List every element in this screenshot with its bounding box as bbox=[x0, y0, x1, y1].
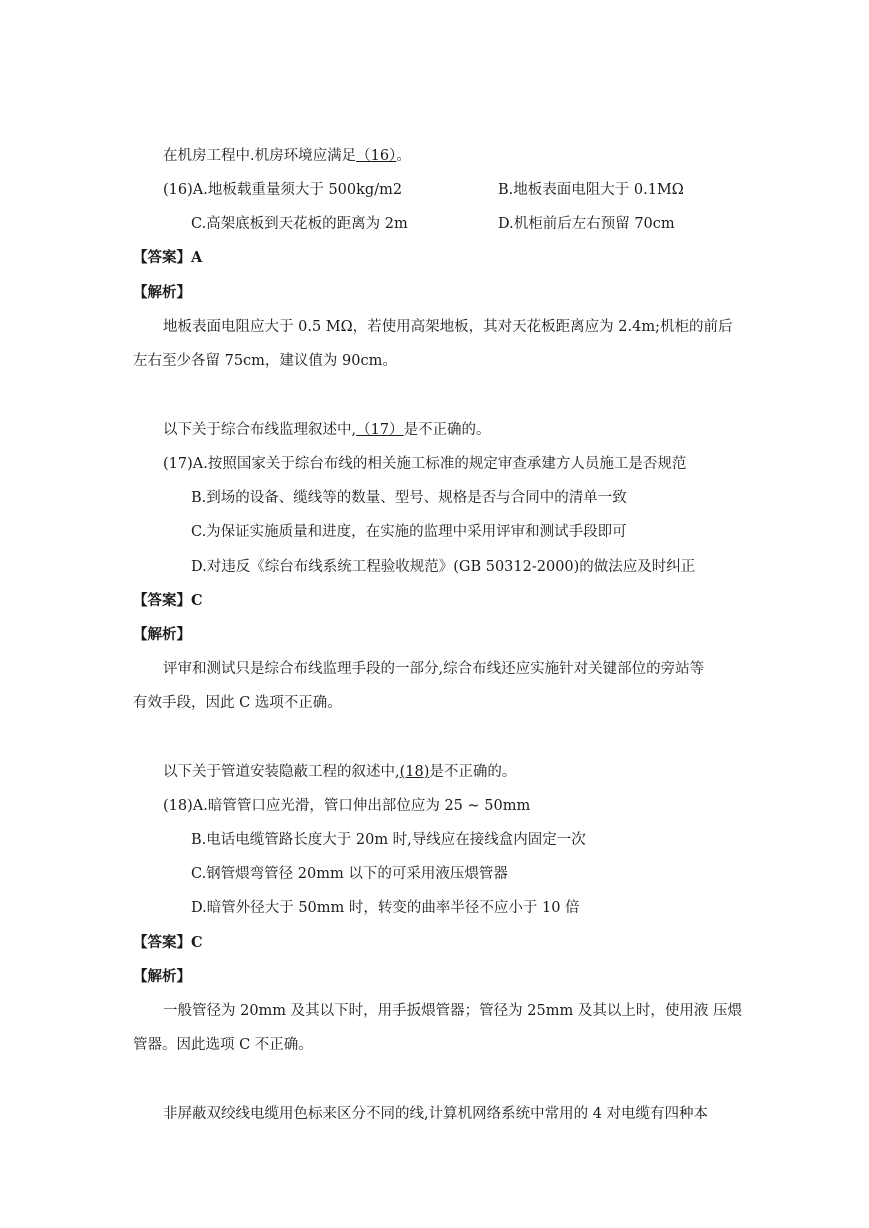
q17-analysis-label: 【解析】 bbox=[133, 626, 191, 643]
q16-option-b: B.地板表面电阻大于 0.1MΩ bbox=[498, 182, 684, 198]
q18-blank: (18) bbox=[399, 764, 430, 780]
q17-stem-suffix: 是不正确的。 bbox=[403, 422, 491, 438]
q16-option-c: C.高架底板到天花板的距离为 2m bbox=[191, 216, 408, 232]
q17-blank: （17） bbox=[356, 422, 404, 438]
q16-analysis-label: 【解析】 bbox=[133, 284, 191, 301]
q19-stem-line1: 非屏蔽双绞线电缆用色标来区分不同的线,计算机网络系统中常用的 4 对电缆有四种本 bbox=[163, 1106, 709, 1122]
q16-option-a: (16)A.地板载重量须大于 500kg/m2 bbox=[163, 182, 403, 198]
q18-option-d: D.暗管外径大于 50mm 时，转变的曲率半径不应小于 10 倍 bbox=[191, 900, 580, 916]
q16-stem-prefix: 在机房工程中.机房环境应满足 bbox=[163, 148, 357, 164]
q17-option-d: D.对违反《综台布线系统工程验收规范》(GB 50312-2000)的做法应及时纠正 bbox=[191, 559, 696, 575]
q18-stem-suffix: 是不正确的。 bbox=[429, 764, 517, 780]
q17-option-c: C.为保证实施质量和进度，在实施的监理中采用评审和测试手段即可 bbox=[191, 524, 627, 540]
q18-option-b: B.电话电缆管路长度大于 20m 时,导线应在接线盒内固定一次 bbox=[191, 832, 586, 848]
q16-analysis-line1: 地板表面电阻应大于 0.5 MΩ，若使用高架地板，其对天花板距离应为 2.4m;机柜的前后 bbox=[163, 319, 733, 335]
q16-option-d: D.机柜前后左右预留 70cm bbox=[498, 216, 675, 232]
q17-answer: 【答案】C bbox=[133, 592, 203, 609]
q18-option-a: (18)A.暗管管口应光滑，管口伸出部位应为 25 ~ 50mm bbox=[163, 798, 531, 814]
q17-stem-prefix: 以下关于综合布线监理叙述中, bbox=[163, 422, 357, 438]
q18-analysis-label: 【解析】 bbox=[133, 968, 191, 985]
q16-answer: 【答案】A bbox=[133, 249, 203, 266]
q17-analysis-line1: 评审和测试只是综合布线监理手段的一部分,综合布线还应实施针对关键部位的旁站等 bbox=[163, 661, 705, 677]
q16-stem-suffix: 。 bbox=[396, 148, 411, 164]
q16-analysis-line2: 左右至少各留 75cm，建议值为 90cm。 bbox=[133, 353, 397, 369]
q17-stem bbox=[163, 420, 491, 440]
q18-analysis-line2: 管器。因此选项 C 不正确。 bbox=[133, 1037, 313, 1053]
q17-analysis-line2: 有效手段，因此 C 选项不正确。 bbox=[133, 695, 342, 711]
q17-option-b: B.到场的设备、缆线等的数量、型号、规格是否与合同中的清单一致 bbox=[191, 490, 627, 506]
q18-stem bbox=[163, 762, 516, 782]
q16-blank: （16） bbox=[356, 148, 397, 164]
q18-answer: 【答案】C bbox=[133, 934, 203, 951]
q18-option-c: C.钢管煨弯管径 20mm 以下的可采用液压煨管器 bbox=[191, 866, 508, 882]
q18-analysis-line1: 一般管径为 20mm 及其以下时，用手扳煨管器；管径为 25mm 及其以上时，使用液 压煨 bbox=[163, 1003, 742, 1019]
q17-option-a: (17)A.按照国家关于综台布线的相关施工标准的规定审查承建方人员施工是否规范 bbox=[163, 456, 687, 472]
q18-stem-prefix: 以下关于管道安装隐蔽工程的叙述中, bbox=[163, 764, 400, 780]
q16-stem bbox=[163, 146, 411, 166]
